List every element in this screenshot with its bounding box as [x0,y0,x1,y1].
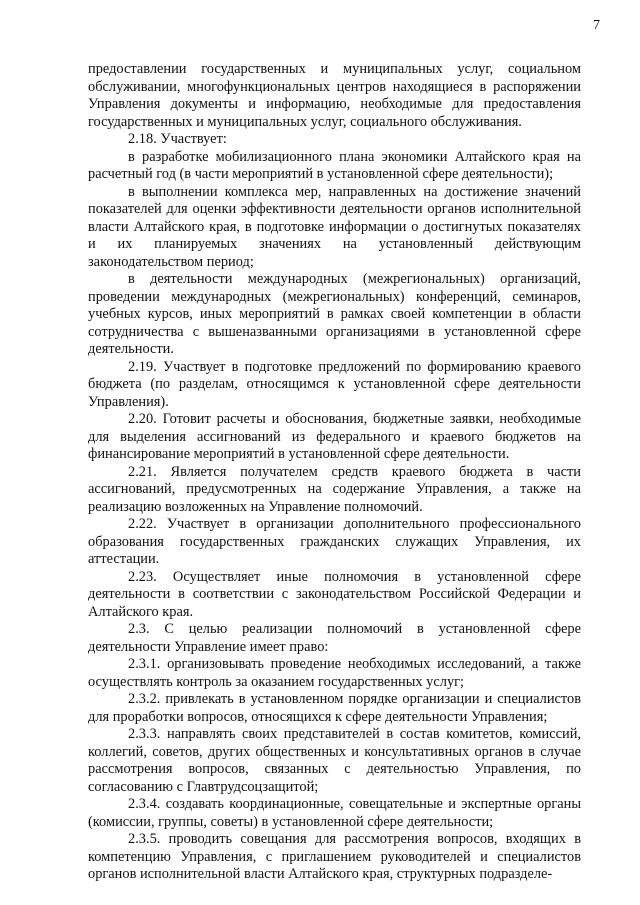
paragraph: 2.3.2. привлекать в установленном порядке организации и специалистов для проработки вопросов, относящихся к сфере деятельности Управления; [88,691,581,725]
paragraph: в разработке мобилизационного плана экономики Алтайского края на расчетный год (в части мероприятий в установленной сфере деятельности); [88,148,581,182]
paragraph: 2.3.1. организовывать проведение необходимых исследований, а также осуществлять контроль за оказанием государственных услуг; [88,656,581,690]
paragraph: 2.20. Готовит расчеты и обоснования, бюджетные заявки, необходимые для выделения ассигнований из федерального и краевого бюджетов на финансирование мероприятий в установленной сфере деятельности. [88,411,581,462]
paragraph: 2.19. Участвует в подготовке предложений по формированию краевого бюджета (по разделам, относящимся к установленной сфере деятельности Управления). [88,358,581,410]
paragraph: 2.23. Осуществляет иные полномочия в установленной сфере деятельности в соответствии с законодательством Российской Федерации и Алтайского края. [88,568,581,620]
paragraph: предоставлении государственных и муниципальных услуг, социальном обслуживании, многофункциональных центров находящиеся в распоряжении Управления документы и информацию, необходимые для предоставления государственных и муниципальных услуг, социального обслуживания. [88,61,581,130]
paragraph: 2.21. Является получателем средств краевого бюджета в части ассигнований, предусмотренных на содержание Управления, а также на реализацию возложенных на Управление полномочий. [88,463,581,515]
paragraph: 2.18. Участвует: [128,131,227,147]
paragraph: 2.3.3. направлять своих представителей в состав комитетов, комиссий, коллегий, советов, других общественных и консультативных органов в случае рассмотрения вопросов, связанных с деятельностью Управления, по согласованию с Главтрудсоцзащитой; [88,726,581,795]
paragraph: 2.22. Участвует в организации дополнительного профессионального образования государственных гражданских служащих Управления, их аттестации. [88,516,581,567]
paragraph: 2.3. С целью реализации полномочий в установленной сфере деятельности Управление имеет право: [88,621,581,655]
paragraph: в выполнении комплекса мер, направленных на достижение значений показателей для оценки эффективности деятельности органов исполнительной власти Алтайского края, в подготовке информации о достигнутых показателях и их планируемых значениях на установленный действующим законодательством период; [88,183,581,270]
document-body [88,61,581,884]
page-number: 7 [593,18,600,33]
paragraph: 2.3.4. создавать координационные, совещательные и экспертные органы (комиссии, группы, советы) в установленной сфере деятельности; [88,796,581,830]
paragraph: 2.3.5. проводить совещания для рассмотрения вопросов, входящих в компетенцию Управления, с приглашением руководителей и специалистов органов исполнительной власти Алтайского края, структурных подразделе- [88,831,581,882]
paragraph: в деятельности международных (межрегиональных) организаций, проведении международных (межрегиональных) конференций, семинаров, учебных курсов, иных мероприятий в рамках своей компетенции в области сотрудничества с вышеназванными организациями в установленной сфере деятельности. [88,271,581,357]
